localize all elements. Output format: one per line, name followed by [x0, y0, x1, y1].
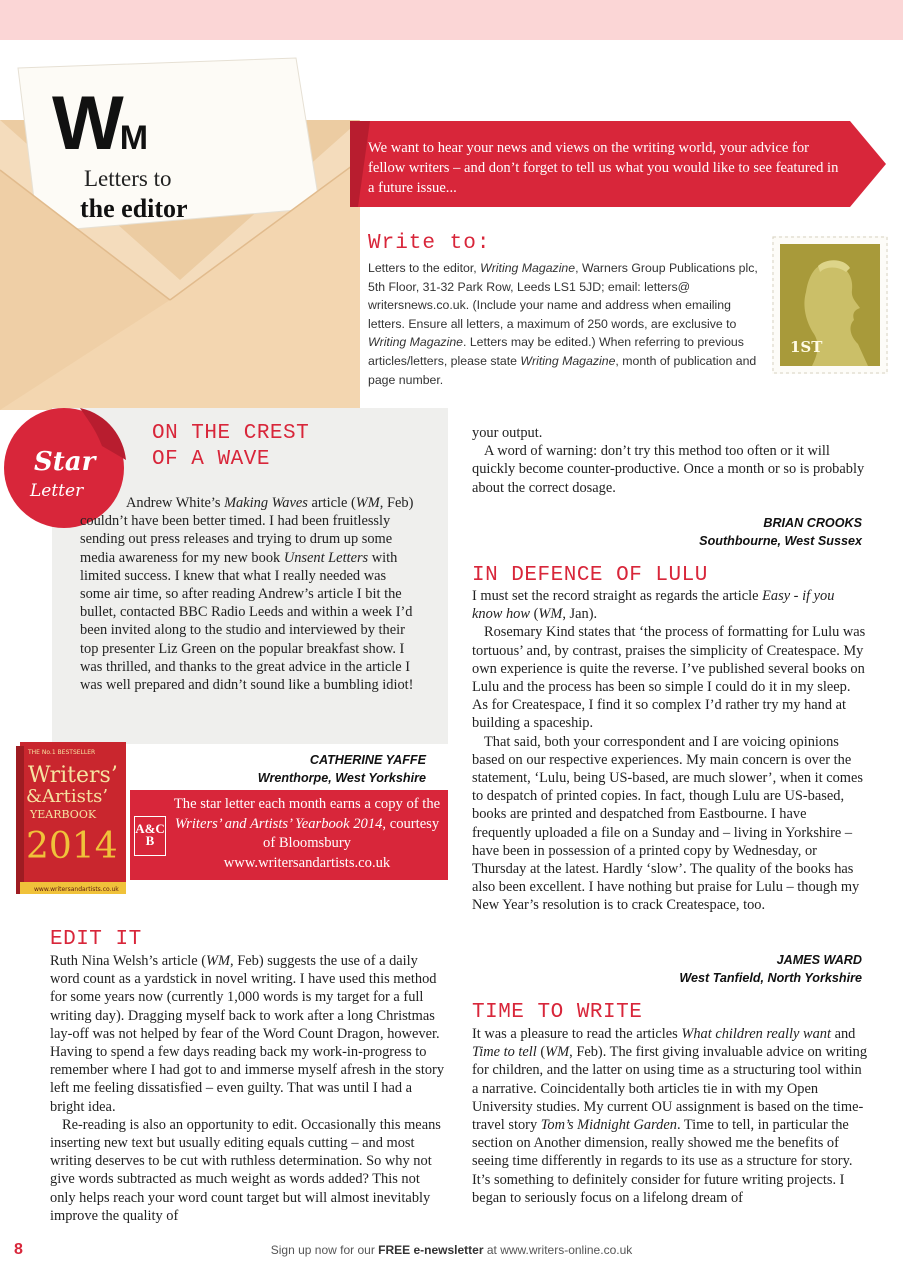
edit-it-heading: EDIT IT: [50, 928, 142, 951]
time-to-write-heading: TIME TO WRITE: [472, 1001, 643, 1024]
edit-it-author: BRIAN CROOKS: [763, 516, 862, 530]
lulu-heading: IN DEFENCE OF LULU: [472, 564, 708, 587]
write-to-heading: Write to:: [368, 232, 491, 255]
publisher-logo: A&C B: [134, 816, 166, 856]
intro-banner-text: We want to hear your news and views on the writing world, your advice for fellow writers – and don’t forget to tell us what you would like to see featured in a future issue...: [368, 140, 839, 196]
badge-word-letter: Letter: [30, 481, 84, 501]
footer-newsletter: Sign up now for our FREE e-newsletter at www.writers-online.co.uk: [270, 1243, 633, 1257]
edit-it-signature: [560, 514, 862, 550]
edit-it-body: Ruth Nina Welsh’s article (WM, Feb) suggests the use of a daily word count as a yardstick in novel writing. I have used this method for some years now (currently 1,000 words is my target for a full writing day). Dragging myself back to work after a long Christmas lay-off was not helped by fear of the Word Count Dragon, however. Having to spend a few days reading back my work-in-progress to remember where I had got to and immerse myself afresh in the story left me feeling dissatisfied – even guilty. That was until I had a bright idea. Re-reading is also an opportunity to edit. Occasionally this means inserting new text but usually editing equals cutting – and most writing deserves to be cut with ruthless determination. So why not give words subtracted as much weight as words added? This not only helps reach your word count target but will almost inevitably improve the quality of: [50, 953, 445, 1224]
page-number: 8: [14, 1241, 23, 1258]
section-title-line1: Letters to: [84, 166, 172, 191]
wm-logo: [52, 81, 149, 166]
lulu-body: I must set the record straight as regards the article Easy - if you know how (WM, Jan). Rosemary Kind states that ‘the process of formatting for Lulu was tortuous’ and, by contrast, praises the simplicity of Createspace. My own experience is quite the reverse. I’ve published several books on Lulu and the process has been so simple I could do it in my sleep. As for Createspace, I find it so complex I’d rather try my hand at building a spaceship. That said, both your correspondent and I are voicing opinions based on our respective experiences. My main concern is over the statement, ‘Lulu, being US-based, are much slower’, when it comes to despatch of printed copies. In fact, though Lulu are US-based, books are printed and despatched from Eastbourne. I have frequently uploaded a file on a Sunday and – living in Yorkshire – have been in possession of a printed copy by Wednesday, or Thursday at the latest. Hardly ‘slow’. The quality of the books has also been excellent. I have nothing but praise for Lulu – though my New Year’s resolution is to crack Createspace, too.: [472, 588, 866, 914]
lulu-author: JAMES WARD: [776, 953, 862, 967]
first-class-stamp: [772, 236, 888, 374]
star-letter-heading: ON THE CREST OF A WAVE: [152, 422, 310, 471]
stamp-label: 1ST: [790, 338, 823, 356]
star-letter-place: Wrenthorpe, West Yorkshire: [257, 771, 426, 785]
write-to-body: Letters to the editor, Writing Magazine, Warners Group Publications plc, 5th Floor, 31-32 Park Row, Leeds LS1 5JD; email: letters@ writersnews.co.uk. (Include your name and address when emailing letters. Ensure all letters, a maximum of 250 words, are exclusive to Writing Magazine. Letters may be edited.) When referring to previous articles/letters, please state Writing Magazine, month of publication and page number.: [368, 261, 758, 387]
time-to-write-body: It was a pleasure to read the articles What children really want and Time to tell (WM, Feb). The first giving invaluable advice on writing for children, and the latter on using time as a structuring tool within a narrative. Coincidentally both articles tie in with my Open University studies. My current OU assignment is based on the time-travel story Tom’s Midnight Garden. Time to tell, in particular the section on Another dimension, really showed me the benefits of seeing time differently in regards to its use as a structure for story. It’s something to definitely consider for future writing projects. I began to seriously focus on a lifelong dream of: [472, 1026, 868, 1206]
prize-url: www.writersandartists.co.uk: [223, 854, 391, 871]
book-tag: THE No.1 BESTSELLER: [28, 749, 96, 756]
yearbook-cover: [16, 742, 126, 894]
edit-it-continued: your output. A word of warning: don’t try this method too often or it will quickly become counter-productive. Once a month or so is probably about the correct dosage.: [472, 425, 865, 496]
top-band: [0, 0, 903, 40]
star-letter-body: Andrew White’s Making Waves article (WM, Feb) couldn’t have been better timed. I had been fruitlessly sending out press releases and trying to drum up some media awareness for my new book Unsent Letters with limited success. I knew that what I really needed was some air time, so after reading Andrew’s article I bit the bullet, contacted BBC Radio Leeds and within a week I’d been invited along to the studio and interviewed by their top presenter Liz Green on the popular breakfast show. I was thrilled, and thanks to the great advice in the article I was well prepared and didn’t sound like a bumbling idiot!: [80, 495, 414, 694]
lulu-signature: [560, 951, 862, 987]
book-title-2: &Artists’: [26, 786, 109, 807]
star-letter-author: CATHERINE YAFFE: [309, 753, 426, 767]
lulu-place: West Tanfield, North Yorkshire: [679, 971, 862, 985]
section-title-line2: the editor: [80, 194, 188, 223]
wm-logo-w: W: [52, 81, 118, 166]
book-site: www.writersandartists.co.uk: [34, 886, 119, 893]
book-title-3: YEARBOOK: [30, 808, 97, 821]
book-title-1: Writers’: [28, 763, 118, 788]
book-year: 2014: [26, 826, 118, 867]
wm-logo-m: M: [119, 119, 149, 157]
prize-text: The star letter each month earns a copy of the Writers’ and Artists’ Yearbook 2014, courtesy of Bloomsbury www.writersandartists.co.uk: [173, 796, 441, 871]
edit-it-place: Southbourne, West Sussex: [699, 534, 862, 548]
star-letter-signature: [180, 751, 426, 787]
badge-word-star: Star: [34, 447, 96, 477]
